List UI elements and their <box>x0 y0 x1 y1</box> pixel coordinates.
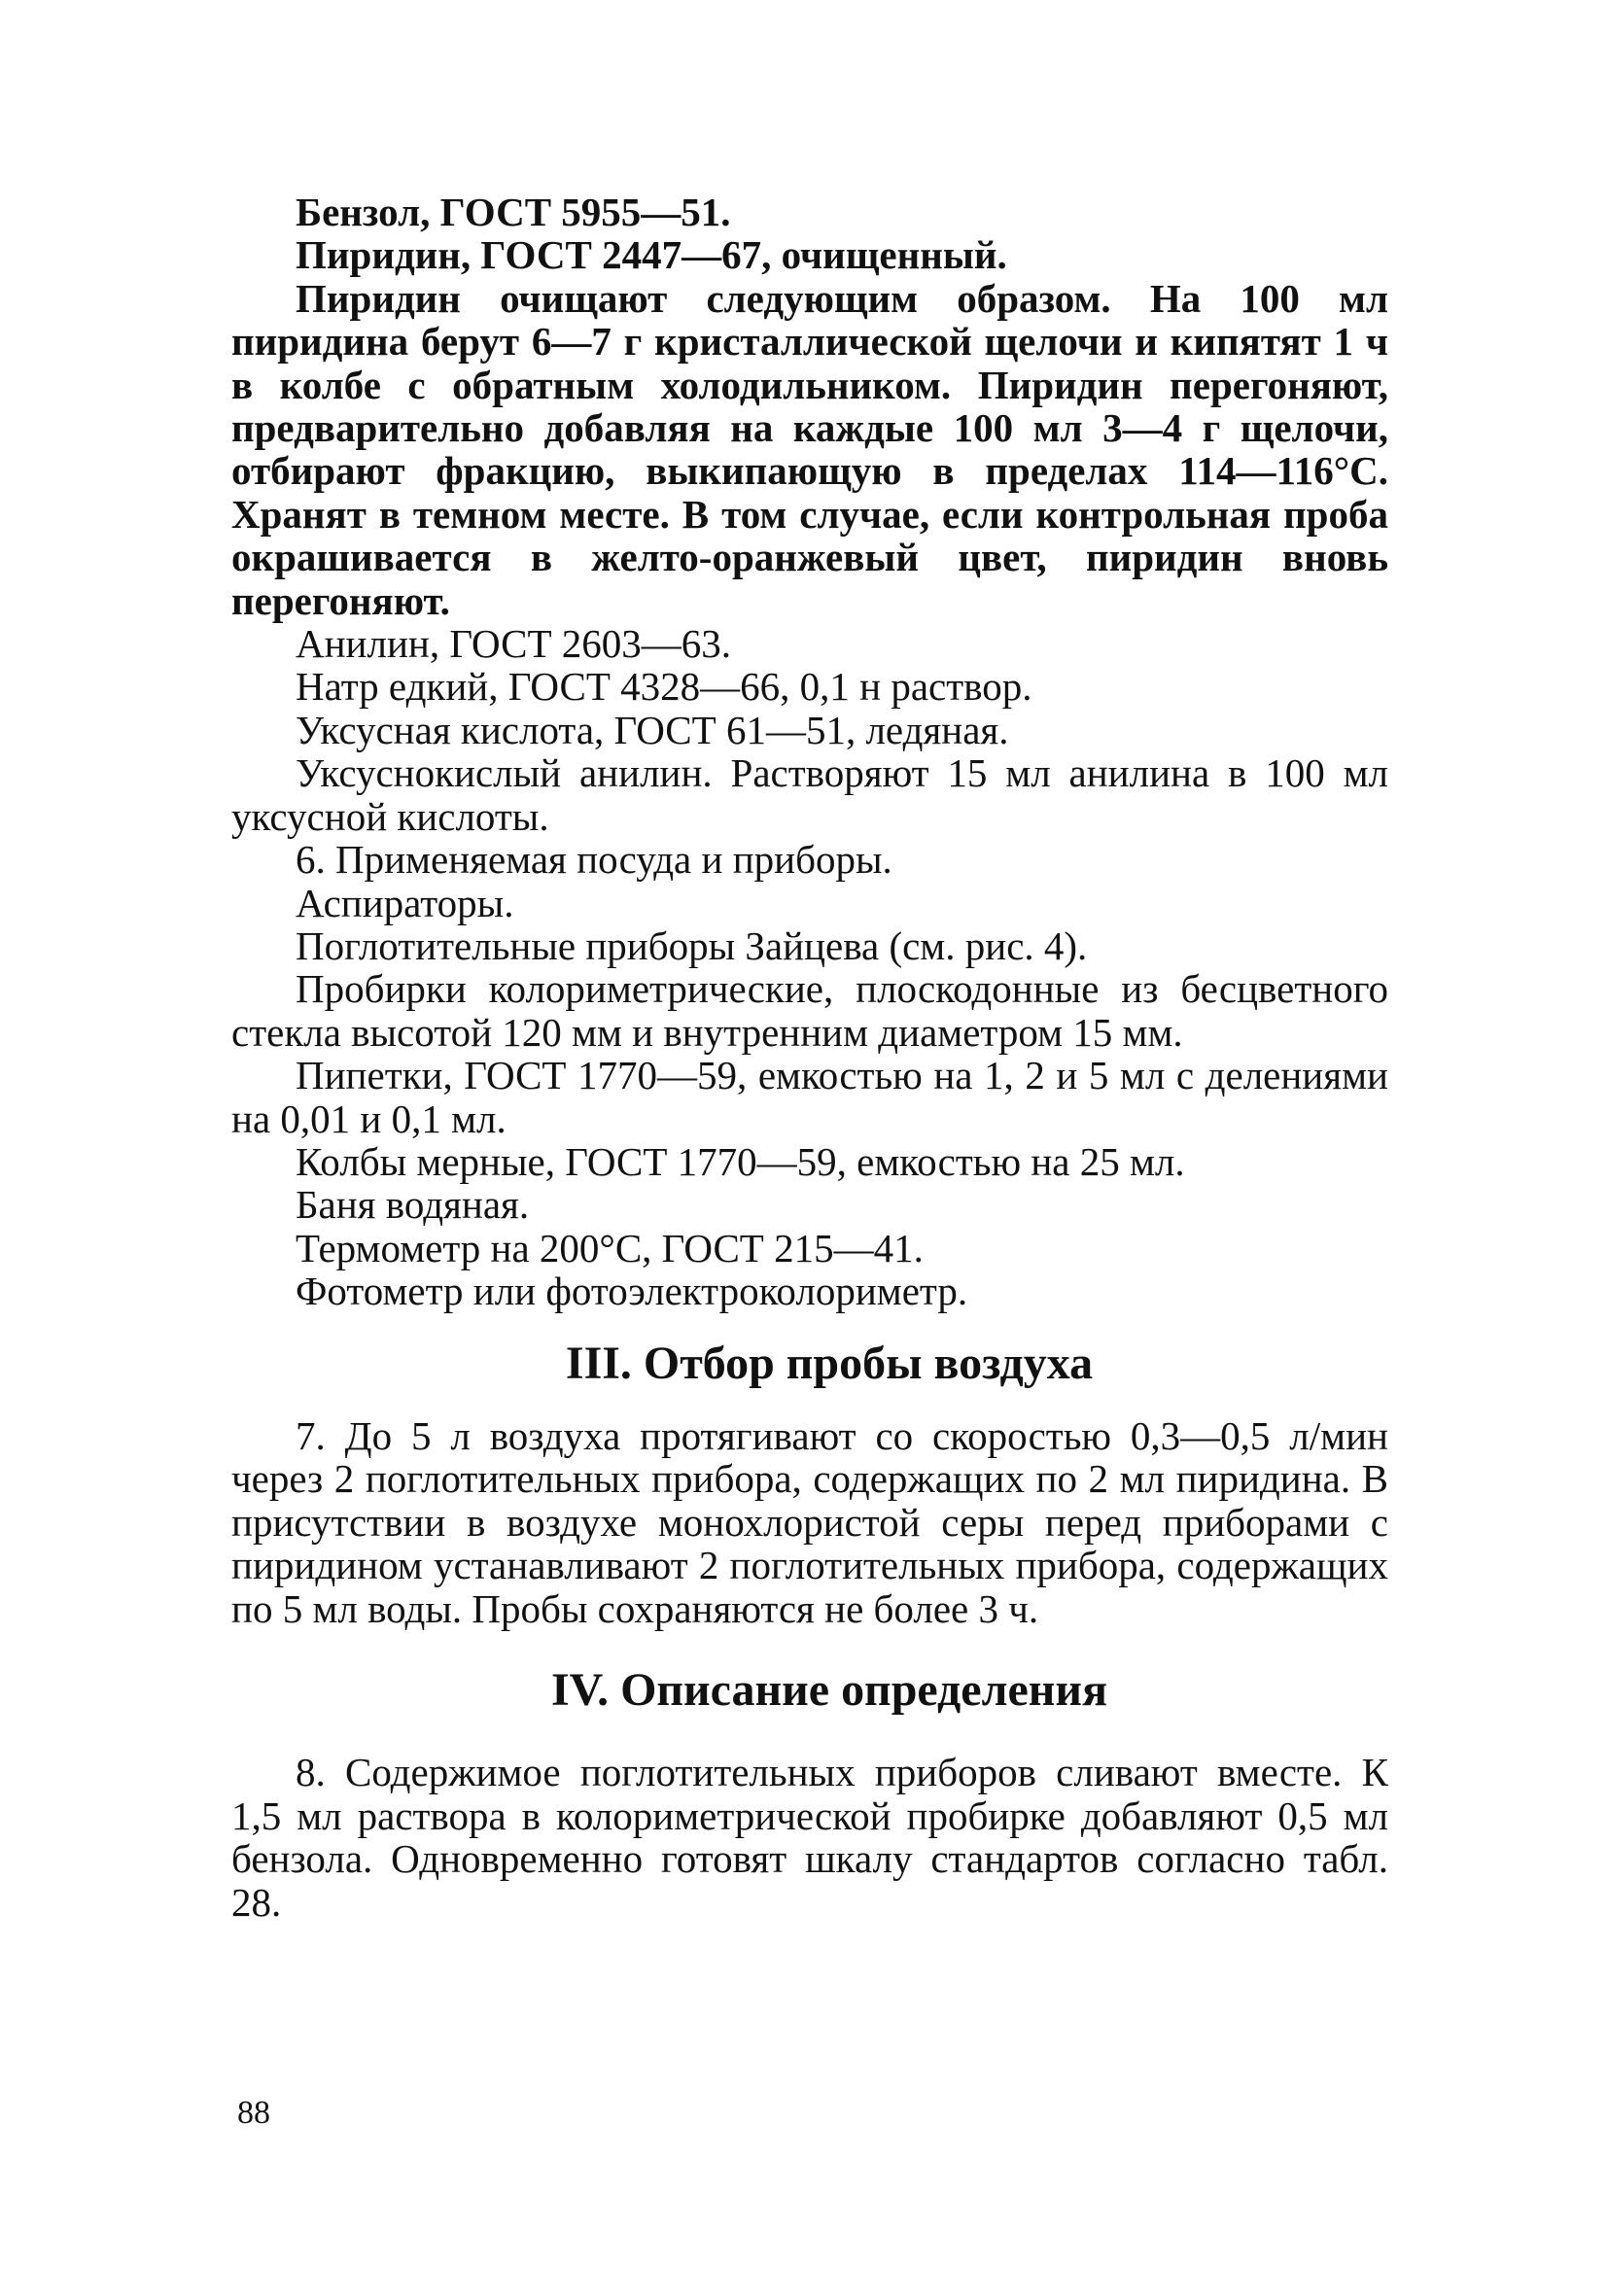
page-number: 88 <box>237 2095 270 2131</box>
equipment-pipettes: Пипетки, ГОСТ 1770—59, емкостью на 1, 2 и 5 мл с делениями на 0,01 и 0,1 мл. <box>231 1053 1388 1141</box>
reagent-acetic-acid: Уксусная кислота, ГОСТ 61—51, ледяная. <box>296 707 1009 752</box>
pyridine-purification-paragraph: Пиридин очищают следующим образом. На 100 мл пиридина берут 6—7 г кристаллической щелочи и кипятят 1 ч в колбе с обратным холодильником. Пиридин перегоняют, предварительно добавляя на каждые 100 мл 3—4 г щелочи, отбирают фракцию, выкипающую в пределах 114—116°С. Хранят в темном месте. В том случае, если контрольная проба окрашивается в желто-оранжевый цвет, пиридин вновь перегоняют. <box>231 275 1388 623</box>
section-3-heading: III. Отбор пробы воздуха <box>565 1337 1094 1389</box>
reagent-sodium-hydroxide: Натр едкий, ГОСТ 4328—66, 0,1 н раствор. <box>296 664 1032 710</box>
reagent-pyridine: Пиридин, ГОСТ 2447—67, очищенный. <box>296 232 1007 278</box>
equipment-photometer: Фотометр или фотоэлектроколориметр. <box>296 1269 968 1314</box>
page-content <box>231 191 1388 1924</box>
reagent-aniline: Анилин, ГОСТ 2603—63. <box>296 621 732 667</box>
reagent-benzene: Бензол, ГОСТ 5955—51. <box>296 190 731 234</box>
equipment-aspirators: Аспираторы. <box>296 880 514 925</box>
section-4-heading: IV. Описание определения <box>550 1664 1108 1716</box>
reagent-aniline-acetate: Уксуснокислый анилин. Растворяют 15 мл анилина в 100 мл уксусной кислоты. <box>231 750 1388 839</box>
equipment-absorbers: Поглотительные приборы Зайцева (см. рис. 4). <box>296 922 1088 968</box>
section-4-paragraph: 8. Содержимое поглотительных приборов сливают вместе. К 1,5 мл раствора в колориметрической пробирке добавляют 0,5 мл бензола. Одновременно готовят шкалу стандартов согласно табл. 28. <box>231 1750 1388 1925</box>
equipment-flasks: Колбы мерные, ГОСТ 1770—59, емкостью на 25 мл. <box>296 1138 1185 1184</box>
section-3-paragraph: 7. До 5 л воздуха протягивают со скоростью 0,3—0,5 л/мин через 2 поглотительных прибора, содержащих по 2 мл пиридина. В присутствии в воздухе монохлористой серы перед приборами с пиридином устанавливают 2 поглотительных прибора, содержащих по 5 мл воды. Пробы сохраняются не более 3 ч. <box>231 1412 1388 1631</box>
equipment-test-tubes: Пробирки колориметрические, плоскодонные из бесцветного стекла высотой 120 мм и внутренним диаметром 15 мм. <box>231 966 1388 1055</box>
equipment-water-bath: Баня водяная. <box>296 1182 530 1228</box>
equipment-title: 6. Применяемая посуда и приборы. <box>296 837 892 883</box>
equipment-thermometer: Термометр на 200°С, ГОСТ 215—41. <box>296 1225 924 1270</box>
